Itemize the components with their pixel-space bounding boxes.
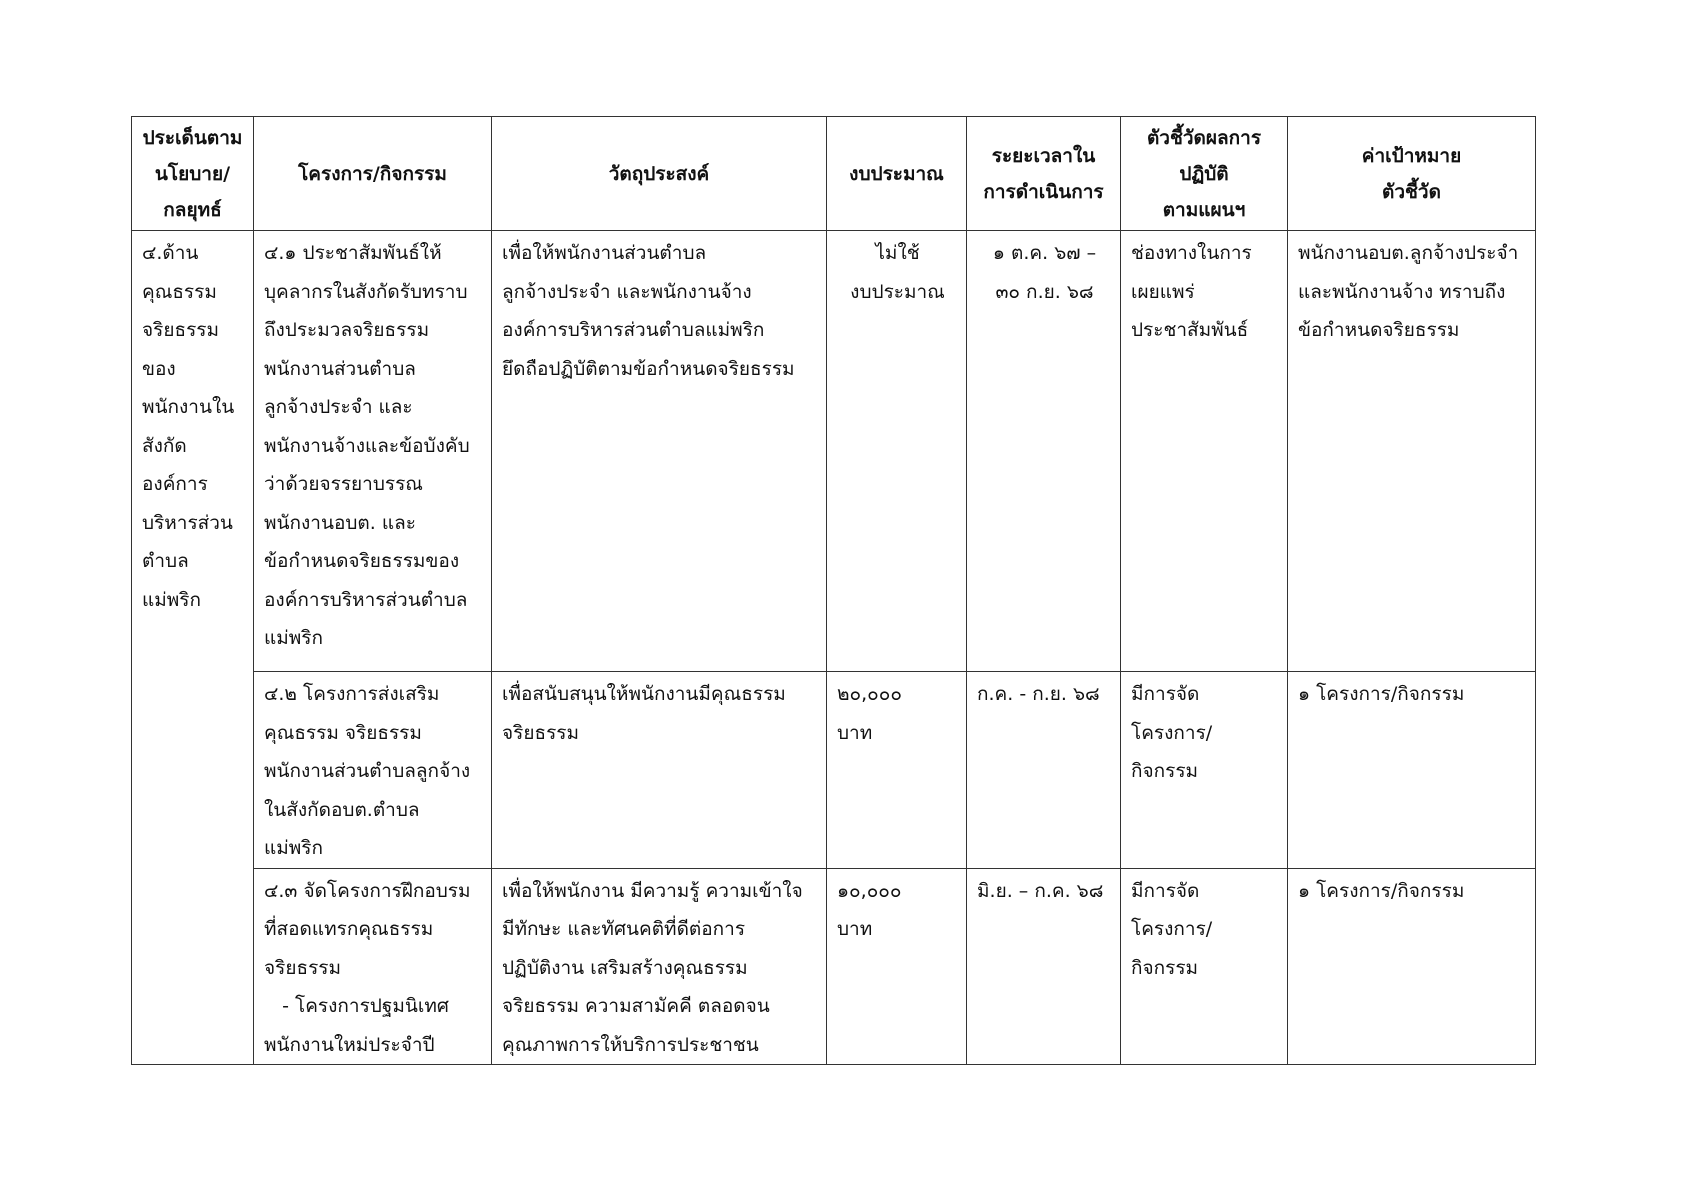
- policy-cell: ๔.ด้าน คุณธรรม จริยธรรม ของ พนักงานใน สังกัด องค์การ บริหารส่วน ตำบล แม่พริก: [132, 231, 254, 1065]
- header-budget: งบประมาณ: [827, 117, 967, 231]
- project-cell: ๔.๒ โครงการส่งเสริม คุณธรรม จริยธรรม พนักงานส่วนตำบลลูกจ้าง ในสังกัดอบต.ตำบล แม่พริก: [254, 672, 492, 869]
- budget-cell: ๒๐,๐๐๐ บาท: [827, 672, 967, 869]
- table-header-row: [132, 117, 1536, 231]
- table-row: [132, 868, 1536, 1065]
- objective-cell: เพื่อให้พนักงาน มีความรู้ ความเข้าใจ มีทักษะ และทัศนคติที่ดีต่อการ ปฏิบัติงาน เสริมสร้างคุณธรรม จริยธรรม ความสามัคคี ตลอดจน คุณภาพการให้บริการประชาชน: [492, 868, 827, 1065]
- table-row: [132, 672, 1536, 869]
- header-indicator: ตัวชี้วัดผลการ ปฏิบัติ ตามแผนฯ: [1121, 117, 1288, 231]
- period-cell: ๑ ต.ค. ๖๗ – ๓๐ ก.ย. ๖๘: [967, 231, 1121, 672]
- target-cell: ๑ โครงการ/กิจกรรม: [1288, 868, 1536, 1065]
- project-cell: ๔.๓ จัดโครงการฝึกอบรม ที่สอดแทรกคุณธรรม จริยธรรม - โครงการปฐมนิเทศ พนักงานใหม่ประจำปี: [254, 868, 492, 1065]
- header-target: ค่าเป้าหมาย ตัวชี้วัด: [1288, 117, 1536, 231]
- indicator-cell: ช่องทางในการ เผยแพร่ ประชาสัมพันธ์: [1121, 231, 1288, 672]
- period-cell: มิ.ย. – ก.ค. ๖๘: [967, 868, 1121, 1065]
- target-cell: พนักงานอบต.ลูกจ้างประจำ และพนักงานจ้าง ทราบถึง ข้อกำหนดจริยธรรม: [1288, 231, 1536, 672]
- table-row: [132, 231, 1536, 672]
- header-project: โครงการ/กิจกรรม: [254, 117, 492, 231]
- project-cell: ๔.๑ ประชาสัมพันธ์ให้ บุคลากรในสังกัดรับทราบ ถึงประมวลจริยธรรม พนักงานส่วนตำบล ลูกจ้างประจำ และ พนักงานจ้างและข้อบังคับ ว่าด้วยจรรยาบรรณ พนักงานอบต. และ ข้อกำหนดจริยธรรมของ องค์การบริหารส่วนตำบล แม่พริก: [254, 231, 492, 672]
- ethics-plan-table: [131, 116, 1536, 1065]
- indicator-cell: มีการจัด โครงการ/ กิจกรรม: [1121, 868, 1288, 1065]
- indicator-cell: มีการจัด โครงการ/ กิจกรรม: [1121, 672, 1288, 869]
- budget-cell: ๑๐,๐๐๐ บาท: [827, 868, 967, 1065]
- objective-cell: เพื่อให้พนักงานส่วนตำบล ลูกจ้างประจำ และพนักงานจ้าง องค์การบริหารส่วนตำบลแม่พริก ยึดถือปฏิบัติตามข้อกำหนดจริยธรรม: [492, 231, 827, 672]
- header-period: ระยะเวลาใน การดำเนินการ: [967, 117, 1121, 231]
- target-cell: ๑ โครงการ/กิจกรรม: [1288, 672, 1536, 869]
- header-objective: วัตถุประสงค์: [492, 117, 827, 231]
- period-cell: ก.ค. - ก.ย. ๖๘: [967, 672, 1121, 869]
- header-policy: ประเด็นตาม นโยบาย/ กลยุทธ์: [132, 117, 254, 231]
- budget-cell: ไม่ใช้ งบประมาณ: [827, 231, 967, 672]
- objective-cell: เพื่อสนับสนุนให้พนักงานมีคุณธรรม จริยธรรม: [492, 672, 827, 869]
